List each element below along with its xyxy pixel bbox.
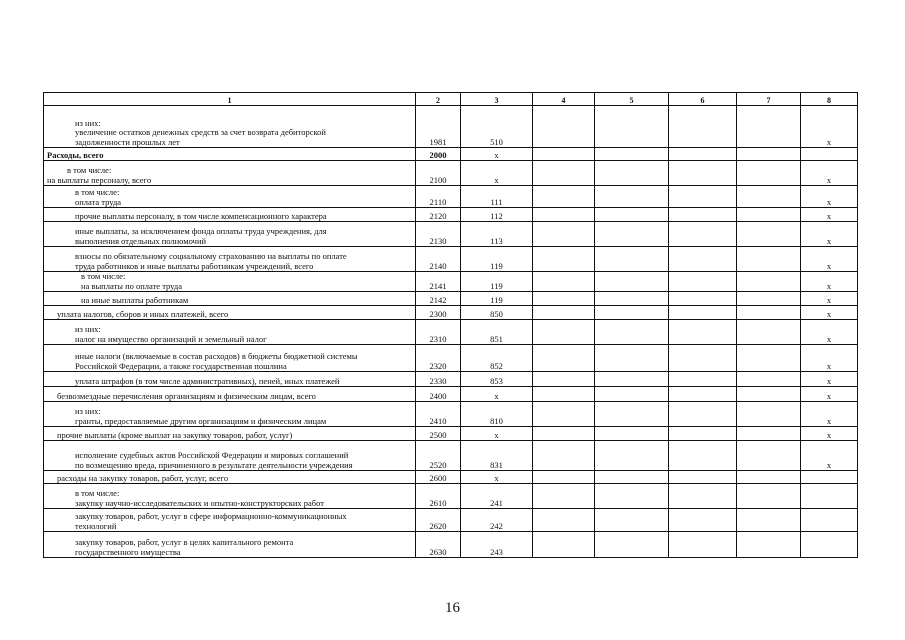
empty-cell-col-6 bbox=[669, 292, 737, 306]
budget-code: 111 bbox=[461, 186, 533, 208]
col8-mark: x bbox=[801, 441, 858, 471]
description-line: Расходы, всего bbox=[47, 149, 104, 160]
empty-cell-col-4 bbox=[533, 222, 595, 247]
row-description bbox=[44, 272, 416, 292]
empty-cell-col-7 bbox=[737, 484, 801, 509]
empty-cell-col-7 bbox=[737, 532, 801, 558]
description-line: в том числе: bbox=[75, 488, 120, 498]
row-code: 2410 bbox=[416, 402, 461, 427]
description-line: задолженности прошлых лет bbox=[75, 136, 180, 147]
row-code: 2600 bbox=[416, 471, 461, 484]
row-description bbox=[44, 372, 416, 387]
col8-mark bbox=[801, 148, 858, 161]
description-line: закупку товаров, работ, услуг в сфере информационно-коммуникационных bbox=[75, 511, 347, 521]
description-line: иные выплаты, за исключением фонда оплаты труда учреждения, для bbox=[75, 226, 327, 236]
empty-cell-col-6 bbox=[669, 208, 737, 222]
column-header-1: 1 bbox=[44, 93, 416, 106]
page-number: 16 bbox=[445, 600, 460, 616]
header-row bbox=[44, 93, 858, 106]
budget-code: 853 bbox=[461, 372, 533, 387]
column-header-7: 7 bbox=[737, 93, 801, 106]
empty-cell-col-4 bbox=[533, 345, 595, 372]
empty-cell-col-6 bbox=[669, 532, 737, 558]
empty-cell-col-4 bbox=[533, 148, 595, 161]
description-line: на иные выплаты работникам bbox=[81, 294, 189, 305]
empty-cell-col-6 bbox=[669, 272, 737, 292]
description-line: исполнение судебных актов Российской Федерации и мировых соглашений bbox=[75, 450, 349, 460]
budget-code: x bbox=[461, 148, 533, 161]
description-line: из них: bbox=[75, 324, 101, 334]
empty-cell-col-4 bbox=[533, 208, 595, 222]
empty-cell-col-4 bbox=[533, 272, 595, 292]
empty-cell-col-6 bbox=[669, 306, 737, 320]
row-description bbox=[44, 471, 416, 484]
description-line: в том числе: bbox=[81, 271, 126, 281]
table-row bbox=[44, 320, 858, 345]
empty-cell-col-5 bbox=[595, 532, 669, 558]
empty-cell-col-7 bbox=[737, 427, 801, 441]
table-row bbox=[44, 345, 858, 372]
empty-cell-col-4 bbox=[533, 441, 595, 471]
empty-cell-col-5 bbox=[595, 387, 669, 402]
table-row bbox=[44, 372, 858, 387]
budget-code: 510 bbox=[461, 106, 533, 148]
description-line: расходы на закупку товаров, работ, услуг, всего bbox=[57, 472, 229, 483]
col8-mark: x bbox=[801, 372, 858, 387]
empty-cell-col-5 bbox=[595, 292, 669, 306]
description-line: выполнения отдельных полномочий bbox=[75, 235, 207, 246]
table-row bbox=[44, 484, 858, 509]
row-description bbox=[44, 427, 416, 441]
empty-cell-col-6 bbox=[669, 106, 737, 148]
empty-cell-col-7 bbox=[737, 222, 801, 247]
empty-cell-col-4 bbox=[533, 292, 595, 306]
empty-cell-col-6 bbox=[669, 509, 737, 532]
empty-cell-col-5 bbox=[595, 427, 669, 441]
row-code: 2520 bbox=[416, 441, 461, 471]
description-line: в том числе: bbox=[75, 187, 120, 197]
empty-cell-col-7 bbox=[737, 292, 801, 306]
table-row bbox=[44, 471, 858, 484]
empty-cell-col-7 bbox=[737, 272, 801, 292]
table-row bbox=[44, 509, 858, 532]
description-line: закупку научно-исследовательских и опытно-конструкторских работ bbox=[75, 497, 324, 508]
column-header-4: 4 bbox=[533, 93, 595, 106]
col8-mark: x bbox=[801, 106, 858, 148]
budget-code: 113 bbox=[461, 222, 533, 247]
budget-code: x bbox=[461, 427, 533, 441]
empty-cell-col-6 bbox=[669, 222, 737, 247]
row-code: 2330 bbox=[416, 372, 461, 387]
empty-cell-col-7 bbox=[737, 387, 801, 402]
empty-cell-col-6 bbox=[669, 441, 737, 471]
empty-cell-col-5 bbox=[595, 247, 669, 272]
description-line: уплата налогов, сборов и иных платежей, всего bbox=[57, 308, 229, 319]
col8-mark: x bbox=[801, 387, 858, 402]
col8-mark: x bbox=[801, 161, 858, 186]
row-code: 2000 bbox=[416, 148, 461, 161]
empty-cell-col-5 bbox=[595, 441, 669, 471]
empty-cell-col-5 bbox=[595, 320, 669, 345]
col8-mark: x bbox=[801, 427, 858, 441]
empty-cell-col-4 bbox=[533, 106, 595, 148]
empty-cell-col-5 bbox=[595, 148, 669, 161]
description-line: прочие выплаты (кроме выплат на закупку товаров, работ, услуг) bbox=[57, 429, 293, 440]
table-row bbox=[44, 161, 858, 186]
empty-cell-col-4 bbox=[533, 320, 595, 345]
empty-cell-col-6 bbox=[669, 320, 737, 345]
description-line: увеличение остатков денежных средств за счет возврата дебиторской bbox=[75, 127, 326, 137]
row-code: 1981 bbox=[416, 106, 461, 148]
col8-mark bbox=[801, 471, 858, 484]
description-line: иные налоги (включаемые в состав расходов) в бюджеты бюджетной системы bbox=[75, 351, 358, 361]
empty-cell-col-4 bbox=[533, 427, 595, 441]
empty-cell-col-7 bbox=[737, 372, 801, 387]
empty-cell-col-4 bbox=[533, 509, 595, 532]
col8-mark bbox=[801, 532, 858, 558]
col8-mark bbox=[801, 484, 858, 509]
row-description bbox=[44, 247, 416, 272]
table-row bbox=[44, 222, 858, 247]
column-header-6: 6 bbox=[669, 93, 737, 106]
empty-cell-col-6 bbox=[669, 247, 737, 272]
empty-cell-col-4 bbox=[533, 402, 595, 427]
empty-cell-col-4 bbox=[533, 186, 595, 208]
empty-cell-col-5 bbox=[595, 471, 669, 484]
table-row bbox=[44, 402, 858, 427]
empty-cell-col-5 bbox=[595, 272, 669, 292]
table-row bbox=[44, 427, 858, 441]
empty-cell-col-6 bbox=[669, 345, 737, 372]
table-row bbox=[44, 387, 858, 402]
table-row bbox=[44, 247, 858, 272]
empty-cell-col-7 bbox=[737, 402, 801, 427]
empty-cell-col-5 bbox=[595, 222, 669, 247]
row-description bbox=[44, 161, 416, 186]
description-line: Российской Федерации, а также государственная пошлина bbox=[75, 360, 287, 371]
col8-mark: x bbox=[801, 292, 858, 306]
empty-cell-col-7 bbox=[737, 320, 801, 345]
row-code: 2142 bbox=[416, 292, 461, 306]
empty-cell-col-4 bbox=[533, 247, 595, 272]
empty-cell-col-6 bbox=[669, 186, 737, 208]
row-code: 2500 bbox=[416, 427, 461, 441]
empty-cell-col-7 bbox=[737, 208, 801, 222]
empty-cell-col-7 bbox=[737, 148, 801, 161]
row-code: 2141 bbox=[416, 272, 461, 292]
row-description bbox=[44, 484, 416, 509]
row-code: 2100 bbox=[416, 161, 461, 186]
empty-cell-col-5 bbox=[595, 484, 669, 509]
budget-code: 810 bbox=[461, 402, 533, 427]
empty-cell-col-4 bbox=[533, 372, 595, 387]
row-code: 2400 bbox=[416, 387, 461, 402]
col8-mark: x bbox=[801, 345, 858, 372]
row-description bbox=[44, 320, 416, 345]
budget-code: 119 bbox=[461, 272, 533, 292]
row-description bbox=[44, 148, 416, 161]
description-line: технологий bbox=[75, 520, 117, 531]
description-line: налог на имущество организаций и земельный налог bbox=[75, 333, 267, 344]
row-description bbox=[44, 292, 416, 306]
empty-cell-col-5 bbox=[595, 161, 669, 186]
empty-cell-col-6 bbox=[669, 427, 737, 441]
budget-code: 850 bbox=[461, 306, 533, 320]
table-row bbox=[44, 208, 858, 222]
table-body bbox=[44, 106, 858, 558]
description-line: труда работников и иные выплаты работникам учреждений, всего bbox=[75, 260, 314, 271]
row-description bbox=[44, 509, 416, 532]
col8-mark: x bbox=[801, 306, 858, 320]
column-header-5: 5 bbox=[595, 93, 669, 106]
empty-cell-col-5 bbox=[595, 106, 669, 148]
row-code: 2110 bbox=[416, 186, 461, 208]
row-description bbox=[44, 186, 416, 208]
empty-cell-col-6 bbox=[669, 161, 737, 186]
table-row bbox=[44, 106, 858, 148]
row-description bbox=[44, 441, 416, 471]
empty-cell-col-5 bbox=[595, 509, 669, 532]
col8-mark: x bbox=[801, 222, 858, 247]
empty-cell-col-6 bbox=[669, 484, 737, 509]
row-code: 2630 bbox=[416, 532, 461, 558]
table-row bbox=[44, 186, 858, 208]
col8-mark bbox=[801, 509, 858, 532]
description-line: безвозмездные перечисления организациям и физическим лицам, всего bbox=[57, 390, 316, 401]
row-description bbox=[44, 532, 416, 558]
description-line: закупку товаров, работ, услуг в целях капитального ремонта bbox=[75, 537, 294, 547]
budget-code: 112 bbox=[461, 208, 533, 222]
empty-cell-col-7 bbox=[737, 161, 801, 186]
description-line: из них: bbox=[75, 117, 101, 128]
row-description bbox=[44, 306, 416, 320]
row-description bbox=[44, 345, 416, 372]
col8-mark: x bbox=[801, 320, 858, 345]
empty-cell-col-5 bbox=[595, 402, 669, 427]
col8-mark: x bbox=[801, 247, 858, 272]
table-row bbox=[44, 148, 858, 161]
empty-cell-col-4 bbox=[533, 471, 595, 484]
budget-code: x bbox=[461, 161, 533, 186]
description-line: прочие выплаты персоналу, в том числе компенсационного характера bbox=[75, 210, 327, 221]
empty-cell-col-5 bbox=[595, 345, 669, 372]
description-line: на выплаты персоналу, всего bbox=[47, 174, 152, 185]
row-code: 2310 bbox=[416, 320, 461, 345]
empty-cell-col-5 bbox=[595, 306, 669, 320]
row-description bbox=[44, 402, 416, 427]
empty-cell-col-6 bbox=[669, 148, 737, 161]
description-line: в том числе: bbox=[67, 165, 112, 175]
empty-cell-col-4 bbox=[533, 484, 595, 509]
column-header-3: 3 bbox=[461, 93, 533, 106]
empty-cell-col-7 bbox=[737, 345, 801, 372]
empty-cell-col-6 bbox=[669, 471, 737, 484]
row-code: 2300 bbox=[416, 306, 461, 320]
empty-cell-col-4 bbox=[533, 387, 595, 402]
expenses-table bbox=[43, 92, 858, 558]
budget-code: 241 bbox=[461, 484, 533, 509]
budget-code: 852 bbox=[461, 345, 533, 372]
description-line: гранты, предоставляемые другим организациям и физическим лицам bbox=[75, 415, 327, 426]
budget-code: x bbox=[461, 387, 533, 402]
row-description bbox=[44, 222, 416, 247]
row-code: 2130 bbox=[416, 222, 461, 247]
description-line: на выплаты по оплате труда bbox=[81, 280, 182, 291]
description-line: взносы по обязательному социальному страхованию на выплаты по оплате bbox=[75, 251, 347, 261]
budget-code: 119 bbox=[461, 247, 533, 272]
empty-cell-col-6 bbox=[669, 387, 737, 402]
row-description bbox=[44, 106, 416, 148]
empty-cell-col-7 bbox=[737, 106, 801, 148]
table-row bbox=[44, 292, 858, 306]
empty-cell-col-6 bbox=[669, 402, 737, 427]
row-code: 2320 bbox=[416, 345, 461, 372]
col8-mark: x bbox=[801, 186, 858, 208]
empty-cell-col-7 bbox=[737, 306, 801, 320]
description-line: государственного имущества bbox=[75, 546, 181, 557]
column-header-8: 8 bbox=[801, 93, 858, 106]
budget-code: 119 bbox=[461, 292, 533, 306]
empty-cell-col-7 bbox=[737, 186, 801, 208]
table-row bbox=[44, 441, 858, 471]
budget-code: 851 bbox=[461, 320, 533, 345]
empty-cell-col-4 bbox=[533, 161, 595, 186]
budget-code: x bbox=[461, 471, 533, 484]
empty-cell-col-4 bbox=[533, 306, 595, 320]
empty-cell-col-5 bbox=[595, 372, 669, 387]
table-row bbox=[44, 306, 858, 320]
column-header-2: 2 bbox=[416, 93, 461, 106]
row-description bbox=[44, 208, 416, 222]
description-line: оплата труда bbox=[75, 196, 122, 207]
row-code: 2120 bbox=[416, 208, 461, 222]
budget-code: 243 bbox=[461, 532, 533, 558]
description-line: уплата штрафов (в том числе административных), пеней, иных платежей bbox=[75, 375, 340, 386]
row-code: 2140 bbox=[416, 247, 461, 272]
row-code: 2620 bbox=[416, 509, 461, 532]
row-code: 2610 bbox=[416, 484, 461, 509]
description-line: из них: bbox=[75, 406, 101, 416]
row-description bbox=[44, 387, 416, 402]
col8-mark: x bbox=[801, 272, 858, 292]
budget-code: 242 bbox=[461, 509, 533, 532]
table-row bbox=[44, 532, 858, 558]
empty-cell-col-5 bbox=[595, 186, 669, 208]
table-row bbox=[44, 272, 858, 292]
empty-cell-col-5 bbox=[595, 208, 669, 222]
empty-cell-col-4 bbox=[533, 532, 595, 558]
empty-cell-col-7 bbox=[737, 471, 801, 484]
empty-cell-col-7 bbox=[737, 509, 801, 532]
empty-cell-col-6 bbox=[669, 372, 737, 387]
col8-mark: x bbox=[801, 208, 858, 222]
description-line: по возмещению вреда, причиненного в результате деятельности учреждения bbox=[75, 459, 353, 470]
empty-cell-col-7 bbox=[737, 247, 801, 272]
empty-cell-col-7 bbox=[737, 441, 801, 471]
budget-code: 831 bbox=[461, 441, 533, 471]
col8-mark: x bbox=[801, 402, 858, 427]
